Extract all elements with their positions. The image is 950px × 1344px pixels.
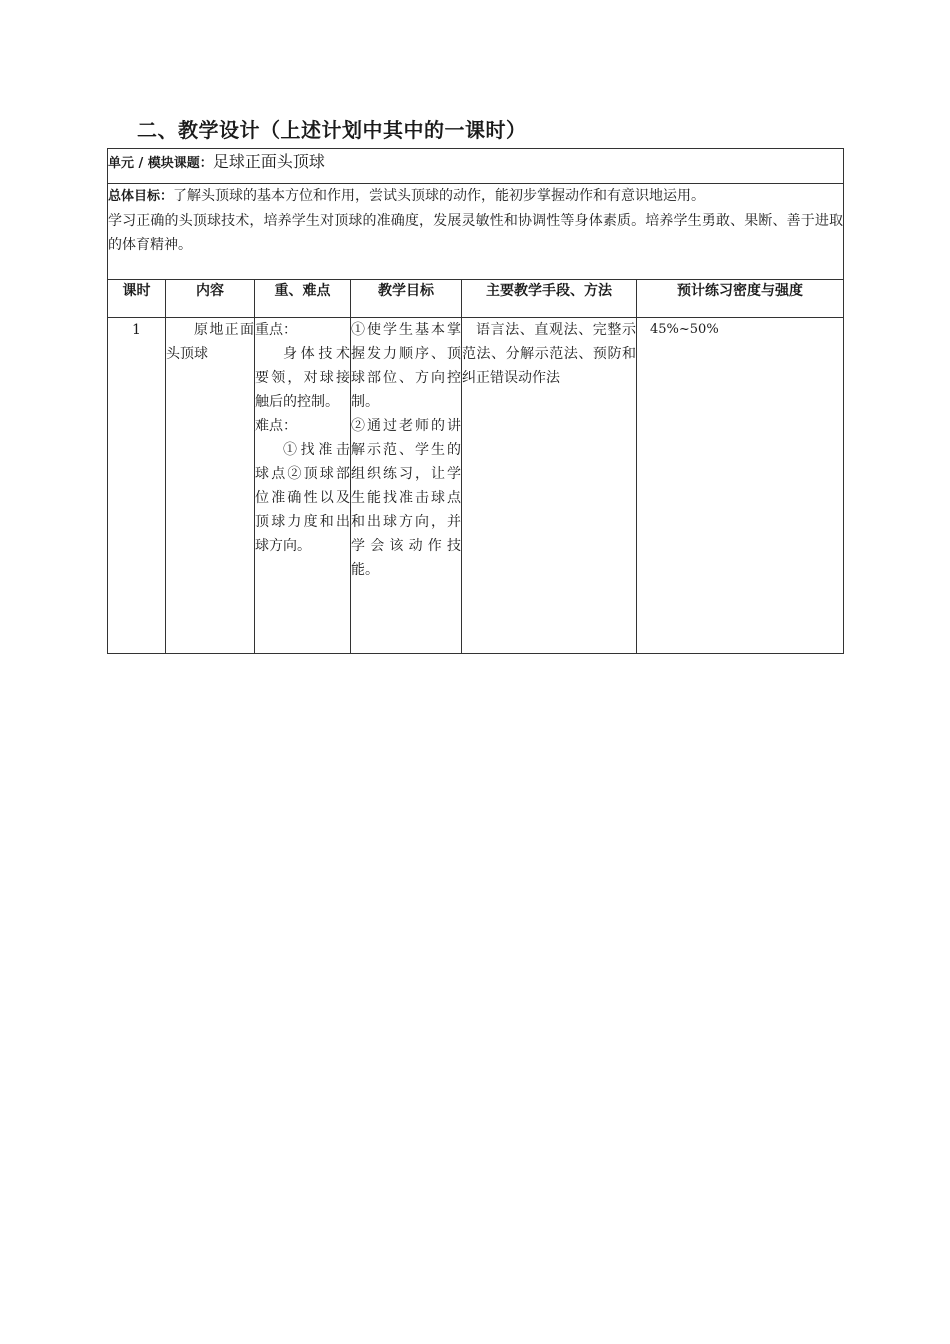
- section-title: 二、教学设计（上述计划中其中的一课时）: [137, 118, 527, 142]
- header-methods: 主要教学手段、方法: [462, 280, 637, 318]
- cell-content: [166, 318, 255, 654]
- goal-1: ①使学生基本掌握发力顺序、顶球部位、方向控制。: [351, 322, 461, 410]
- methods-text: 语言法、直观法、完整示范法、分解示范法、预防和纠正错误动作法: [462, 322, 636, 386]
- key-text: 身体技术要领，对球接触后的控制。: [255, 346, 350, 410]
- header-lesson: 课时: [108, 280, 166, 318]
- cell-key-difficulty: [255, 318, 351, 654]
- density-text: 45%~50%: [650, 322, 719, 337]
- header-content: 内容: [166, 280, 255, 318]
- cell-methods: [462, 318, 637, 654]
- unit-row: [108, 149, 844, 184]
- overall-goal-cell: [108, 184, 844, 280]
- goal-2: ②通过老师的讲解示范、学生的组织练习，让学生能找准击球点和出球方向，并学会该动作技能。: [351, 418, 461, 578]
- overall-goal-row: [108, 184, 844, 280]
- teaching-design-table: [107, 148, 844, 654]
- header-density: 预计练习密度与强度: [637, 280, 844, 318]
- header-key-difficulty: 重、难点: [255, 280, 351, 318]
- unit-value: 足球正面头顶球: [212, 152, 325, 171]
- key-label: 重点：: [255, 322, 297, 338]
- cell-lesson: [108, 318, 166, 654]
- difficulty-text: ①找准击球点②顶球部位准确性以及顶球力度和出球方向。: [255, 442, 350, 554]
- difficulty-label: 难点：: [255, 418, 297, 434]
- overall-goal-line-1: 了解头顶球的基本方位和作用，尝试头顶球的动作，能初步掌握动作和有意识地运用。: [173, 188, 706, 204]
- overall-goal-label: 总体目标：: [108, 189, 174, 204]
- unit-label: 单元 / 模块课题：: [108, 156, 213, 171]
- cell-density: [637, 318, 844, 654]
- table-row: [108, 318, 844, 654]
- unit-cell: [108, 149, 844, 184]
- overall-goal-paragraph-1: [108, 184, 843, 209]
- lesson-number: 1: [132, 322, 141, 338]
- cell-teaching-goal: [351, 318, 462, 654]
- content-text: 原地正面头顶球: [166, 322, 254, 362]
- overall-goal-line-2: 学习正确的头顶球技术，培养学生对顶球的准确度，发展灵敏性和协调性等身体素质。培养学生勇敢、果断、善于进取的体育精神。: [108, 213, 844, 253]
- header-teaching-goal: 教学目标: [351, 280, 462, 318]
- table-header-row: [108, 280, 844, 318]
